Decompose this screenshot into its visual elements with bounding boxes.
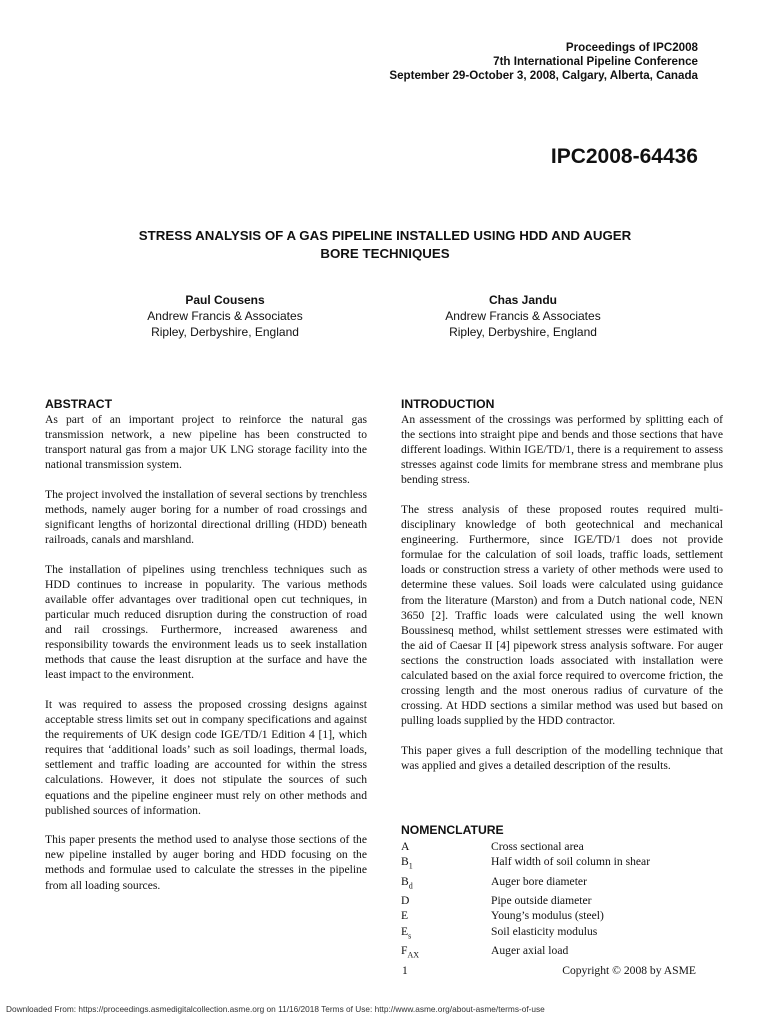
- author-name: Paul Cousens: [185, 293, 265, 307]
- introduction-section: [401, 397, 723, 788]
- author-affiliation: Andrew Francis & Associates: [147, 309, 303, 323]
- nomenclature-list: [401, 839, 650, 963]
- nomenclature-description: Half width of soil column in shear: [491, 855, 651, 869]
- download-notice: Downloaded From: https://proceedings.asmedigitalcollection.asme.org on 11/16/2018 Terms of Use: http://www.asme.org/about-asme/terms-of-use: [6, 1004, 545, 1014]
- nomenclature-row: [401, 854, 650, 874]
- proceedings-header: [389, 41, 698, 83]
- nomenclature-section: [401, 823, 650, 963]
- nomenclature-symbol: E: [401, 909, 409, 923]
- abstract-heading: ABSTRACT: [45, 397, 113, 411]
- author-location: Ripley, Derbyshire, England: [449, 325, 597, 339]
- nomenclature-description: Cross sectional area: [491, 840, 584, 853]
- introduction-paragraph: The stress analysis of these proposed routes required multi-disciplinary knowledge of both geotechnical and mechanical engineering. Furthermore, since IGE/TD/1 does not provide formulae for the calculation of soil loads, traffic loads, settlement loads or construction stress a variety of other methods were used to determine these values. Soil loads were calculated using guidance from the literature (Marston) and from a Dutch national code, NEN 3650 [2]. Traffic loads were calculated using the well known Boussinesq method, whilst settlement stresses were estimated with the aid of Caesar II [4] pipework stress analysis software. For auger sections the construction loads associated with installation were calculated based on the axial force required to overcome friction, the crossing length and the most onerous radius of curvature of the crossing. At HDD sections a similar method was used but based on pulling loads supplied by the HDD contractor.: [401, 502, 723, 728]
- title-line-1: STRESS ANALYSIS OF A GAS PIPELINE INSTALLED USING HDD AND AUGER: [138, 228, 632, 243]
- nomenclature-row: [401, 908, 650, 923]
- nomenclature-symbol: A: [401, 840, 410, 853]
- nomenclature-row: [401, 943, 650, 963]
- introduction-paragraph: This paper gives a full description of the modelling technique that was applied and gives a detailed description of the results.: [401, 743, 723, 772]
- abstract-paragraph: This paper presents the method used to analyse those sections of the new pipeline installed by auger boring and HDD focusing on the methods and formulae used to calculate the stresses in the pipeline from all loading sources.: [45, 833, 367, 892]
- introduction-paragraph: An assessment of the crossings was performed by splitting each of the sections into straight pipe and bends and those sections that have different loadings. Within IGE/TD/1, there is a requirement to assess stresses against code limits for membrane stress and membrane plus bending stress.: [401, 413, 723, 487]
- title-line-2: BORE TECHNIQUES: [320, 246, 450, 261]
- nomenclature-row: [401, 839, 650, 854]
- paper-id: IPC2008-64436: [550, 145, 698, 168]
- abstract-paragraph: The project involved the installation of several sections by trenchless methods, namely auger boring for a number of road crossings and significant lengths of horizontal directional drilling (HDD) beneath railroads, canals and marshland.: [45, 487, 367, 547]
- nomenclature-row: [401, 924, 650, 944]
- author-block-2: [383, 292, 663, 340]
- introduction-heading: INTRODUCTION: [401, 397, 495, 411]
- nomenclature-symbol: $E_s$: [401, 924, 412, 940]
- abstract-section: [45, 397, 367, 907]
- header-line-3: September 29-October 3, 2008, Calgary, Alberta, Canada: [389, 69, 698, 82]
- header-line-2: 7th International Pipeline Conference: [493, 55, 698, 68]
- abstract-paragraph: The installation of pipelines using trenchless techniques such as HDD continues to increase in popularity. The various methods available offer advantages over traditional open cut techniques, in particular much reduced disruption during the construction of road and rail crossings. Furthermore, increased awareness and responsibility towards the environment leads us to seek installation methods that cause the least disruption at the surface and have the least impact to the environment.: [45, 562, 367, 682]
- nomenclature-symbol: $F_{AX}$: [401, 944, 420, 960]
- author-block-1: [85, 292, 365, 340]
- paper-title: [90, 227, 680, 263]
- nomenclature-symbol: $B_d$: [401, 874, 413, 891]
- nomenclature-symbol: $B_1$: [401, 855, 413, 871]
- nomenclature-description: Auger bore diameter: [491, 874, 587, 888]
- author-affiliation: Andrew Francis & Associates: [445, 309, 601, 323]
- header-line-1: Proceedings of IPC2008: [565, 41, 698, 54]
- nomenclature-description: Auger axial load: [491, 944, 569, 958]
- author-location: Ripley, Derbyshire, England: [151, 325, 299, 339]
- nomenclature-row: [401, 893, 650, 908]
- nomenclature-row: [401, 874, 650, 894]
- nomenclature-description: Soil elasticity modulus: [491, 924, 598, 938]
- nomenclature-description: Young’s modulus (steel): [491, 909, 604, 923]
- copyright: Copyright © 2008 by ASME: [562, 964, 696, 977]
- abstract-paragraph: As part of an important project to reinforce the natural gas transmission network, a new pipeline has been constructed to transport natural gas from a major UK LNG storage facility into the national transmission system.: [45, 413, 367, 472]
- author-name: Chas Jandu: [488, 293, 557, 307]
- page-number: 1: [402, 964, 408, 977]
- nomenclature-heading: NOMENCLATURE: [401, 823, 504, 837]
- nomenclature-description: Pipe outside diameter: [491, 894, 592, 908]
- nomenclature-symbol: D: [401, 894, 410, 908]
- abstract-paragraph: It was required to assess the proposed crossing designs against acceptable stress limits set out in company specifications and against the requirements of UK design code IGE/TD/1 Edition 4 [1], which requires that ‘additional loads’ such as soil loadings, thermal loads, settlement and traffic loading are accounted for within the stress calculations. However, it does not stipulate the sources of such equations and the pipeline engineer must rely on other methods and published sources of information.: [45, 698, 367, 817]
